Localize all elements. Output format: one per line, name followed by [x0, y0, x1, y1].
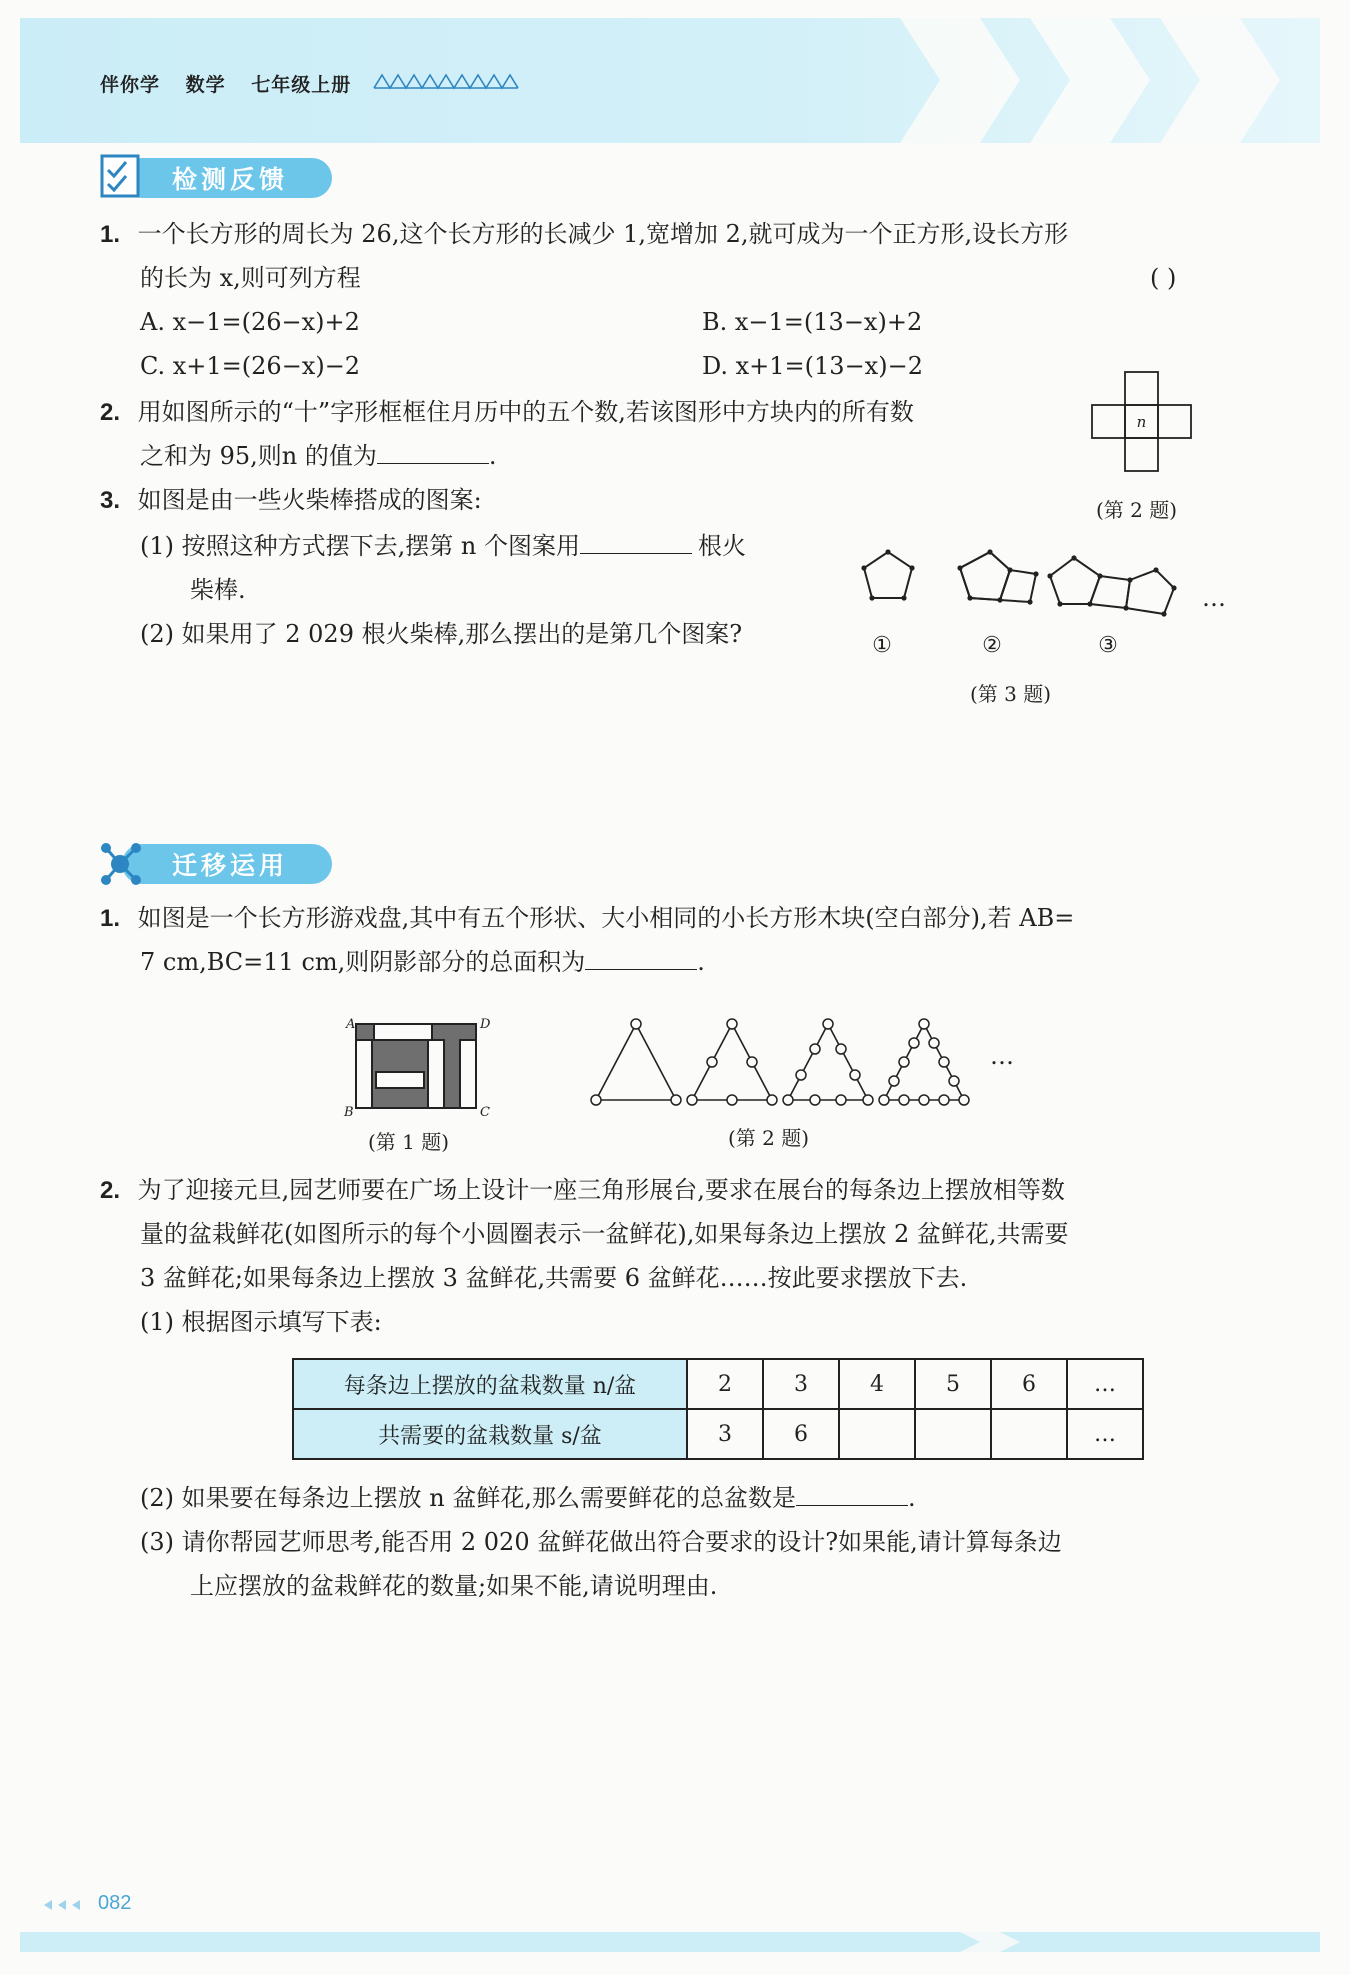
period: . [907, 1484, 916, 1512]
flower-table [292, 1358, 1144, 1460]
page-number: 082 [98, 1892, 132, 1914]
s2-q1-text2: 7 cm,BC=11 cm,则阴影部分的总面积为 [140, 948, 586, 976]
option-b: B. x−1=(13−x)+2 [702, 308, 923, 336]
s1-q3-p2: (2) 如果用了 2 029 根火柴棒,那么摆出的是第几个图案? [140, 620, 743, 648]
s1-q1-text2: 的长为 x,则可列方程 [140, 264, 361, 292]
ellipsis: … [1202, 584, 1226, 612]
row1-cell: 3 [763, 1359, 839, 1409]
q2-caption: (第 2 题) [1096, 498, 1178, 522]
label-b: B [344, 1105, 354, 1120]
option-d: D. x+1=(13−x)−2 [702, 352, 923, 380]
option-c: C. x+1=(26−x)−2 [140, 352, 361, 380]
s1-q3-num: 3. [100, 487, 121, 514]
row2-cell[interactable] [839, 1409, 915, 1459]
table-row [293, 1409, 1143, 1459]
answer-blank [585, 943, 697, 970]
ellipsis: … [990, 1042, 1014, 1070]
s1-q2-text1: 用如图所示的“十”字形框框住月历中的五个数,若该图形中方块内的所有数 [137, 398, 914, 426]
s2-q1-text1: 如图是一个长方形游戏盘,其中有五个形状、大小相同的小长方形木块(空白部分),若 AB= [137, 904, 1075, 932]
s1-q1-text1: 一个长方形的周长为 26,这个长方形的长减少 1,宽增加 2,就可成为一个正方形,设长方形 [137, 220, 1069, 248]
s2-q2-p3a: (3) 请你帮园艺师思考,能否用 2 020 盆鲜花做出符合要求的设计?如果能,请计算每条边 [140, 1528, 1062, 1556]
row1-cell: 6 [991, 1359, 1067, 1409]
cell-n-label: n [1136, 413, 1147, 431]
s1-q3-p1a: (1) 按照这种方式摆下去,摆第 n 个图案用 [140, 532, 580, 560]
game-board-figure [340, 1010, 500, 1120]
fig2-caption: (第 2 题) [728, 1126, 810, 1150]
period: . [488, 442, 497, 470]
s2-q1-line2 [140, 940, 705, 984]
s1-q2-text2: 之和为 95,则n 的值为 [140, 442, 377, 470]
label-a: A [346, 1017, 356, 1032]
section2-title: 迁移运用 [172, 851, 289, 880]
subject-name: 数学 [185, 74, 226, 96]
row1-cell: 2 [687, 1359, 763, 1409]
row2-cell: 3 [687, 1409, 763, 1459]
cross-frame-figure [1090, 370, 1194, 474]
s2-q2-text1: 为了迎接元旦,园艺师要在广场上设计一座三角形展台,要求在展台的每条边上摆放相等数 [137, 1176, 1065, 1204]
s1-q3-p1b: 根火 [697, 532, 746, 560]
s2-q2-text3: 3 盆鲜花;如果每条边上摆放 3 盆鲜花,共需要 6 盆鲜花……按此要求摆放下去. [140, 1264, 968, 1292]
s2-q2-num: 2. [100, 1177, 121, 1204]
s1-q1 [100, 212, 1240, 257]
answer-blank [796, 1479, 908, 1506]
pattern-label-1: ① [872, 633, 892, 658]
s1-q3-p1 [140, 524, 746, 568]
fig1-caption: (第 1 题) [368, 1130, 450, 1154]
s2-q2 [100, 1168, 1260, 1213]
s1-q3 [100, 478, 482, 523]
s2-q2-p1: (1) 根据图示填写下表: [140, 1308, 382, 1336]
s1-q1-num: 1. [100, 221, 121, 248]
row1-header: 每条边上摆放的盆栽数量 n/盆 [293, 1359, 687, 1409]
row2-cell[interactable] [915, 1409, 991, 1459]
row1-cell: 4 [839, 1359, 915, 1409]
section1-title: 检测反馈 [172, 165, 289, 194]
row2-cell[interactable] [991, 1409, 1067, 1459]
answer-paren: ( ) [1150, 264, 1177, 292]
label-c: C [480, 1105, 490, 1120]
q3-caption: (第 3 题) [970, 682, 1052, 706]
pattern-label-3: ③ [1098, 633, 1118, 658]
s1-q3-text: 如图是由一些火柴棒搭成的图案: [137, 486, 482, 514]
answer-blank [377, 437, 489, 464]
row2-header: 共需要的盆栽数量 s/盆 [293, 1409, 687, 1459]
footer-band [20, 1932, 1320, 1952]
answer-blank [580, 527, 692, 554]
footer-arrows-icon [42, 1898, 94, 1912]
label-d: D [480, 1017, 491, 1032]
row2-cell: 6 [763, 1409, 839, 1459]
triangle-flower-figure [580, 1010, 1040, 1120]
row2-cell: … [1067, 1409, 1143, 1459]
s2-q2-p3b: 上应摆放的盆栽鲜花的数量;如果不能,请说明理由. [190, 1572, 718, 1600]
s2-q2-text2: 量的盆栽鲜花(如图所示的每个小圆圈表示一盆鲜花),如果每条边上摆放 2 盆鲜花,共需要 [140, 1220, 1069, 1248]
book-name: 伴你学 [100, 74, 161, 96]
header-title [100, 70, 369, 97]
option-a: A. x−1=(26−x)+2 [140, 308, 360, 336]
s2-q2-p2: (2) 如果要在每条边上摆放 n 盆鲜花,那么需要鲜花的总盆数是 [140, 1484, 796, 1512]
s1-q2-line2 [140, 434, 497, 478]
period: . [697, 948, 705, 976]
grade-name: 七年级上册 [251, 74, 352, 96]
s1-q2-num: 2. [100, 399, 121, 426]
row1-cell: 5 [915, 1359, 991, 1409]
row1-cell: … [1067, 1359, 1143, 1409]
s2-q1-num: 1. [100, 905, 121, 932]
s2-q1 [100, 896, 1260, 941]
triangle-decoration [372, 72, 522, 90]
s1-q3-p1c: 柴棒. [190, 576, 246, 604]
s1-q2 [100, 390, 1080, 435]
table-row [293, 1359, 1143, 1409]
s2-q2-p2-line [140, 1476, 916, 1520]
matchstick-pentagon-figure [850, 540, 1240, 670]
pattern-label-2: ② [982, 633, 1002, 658]
